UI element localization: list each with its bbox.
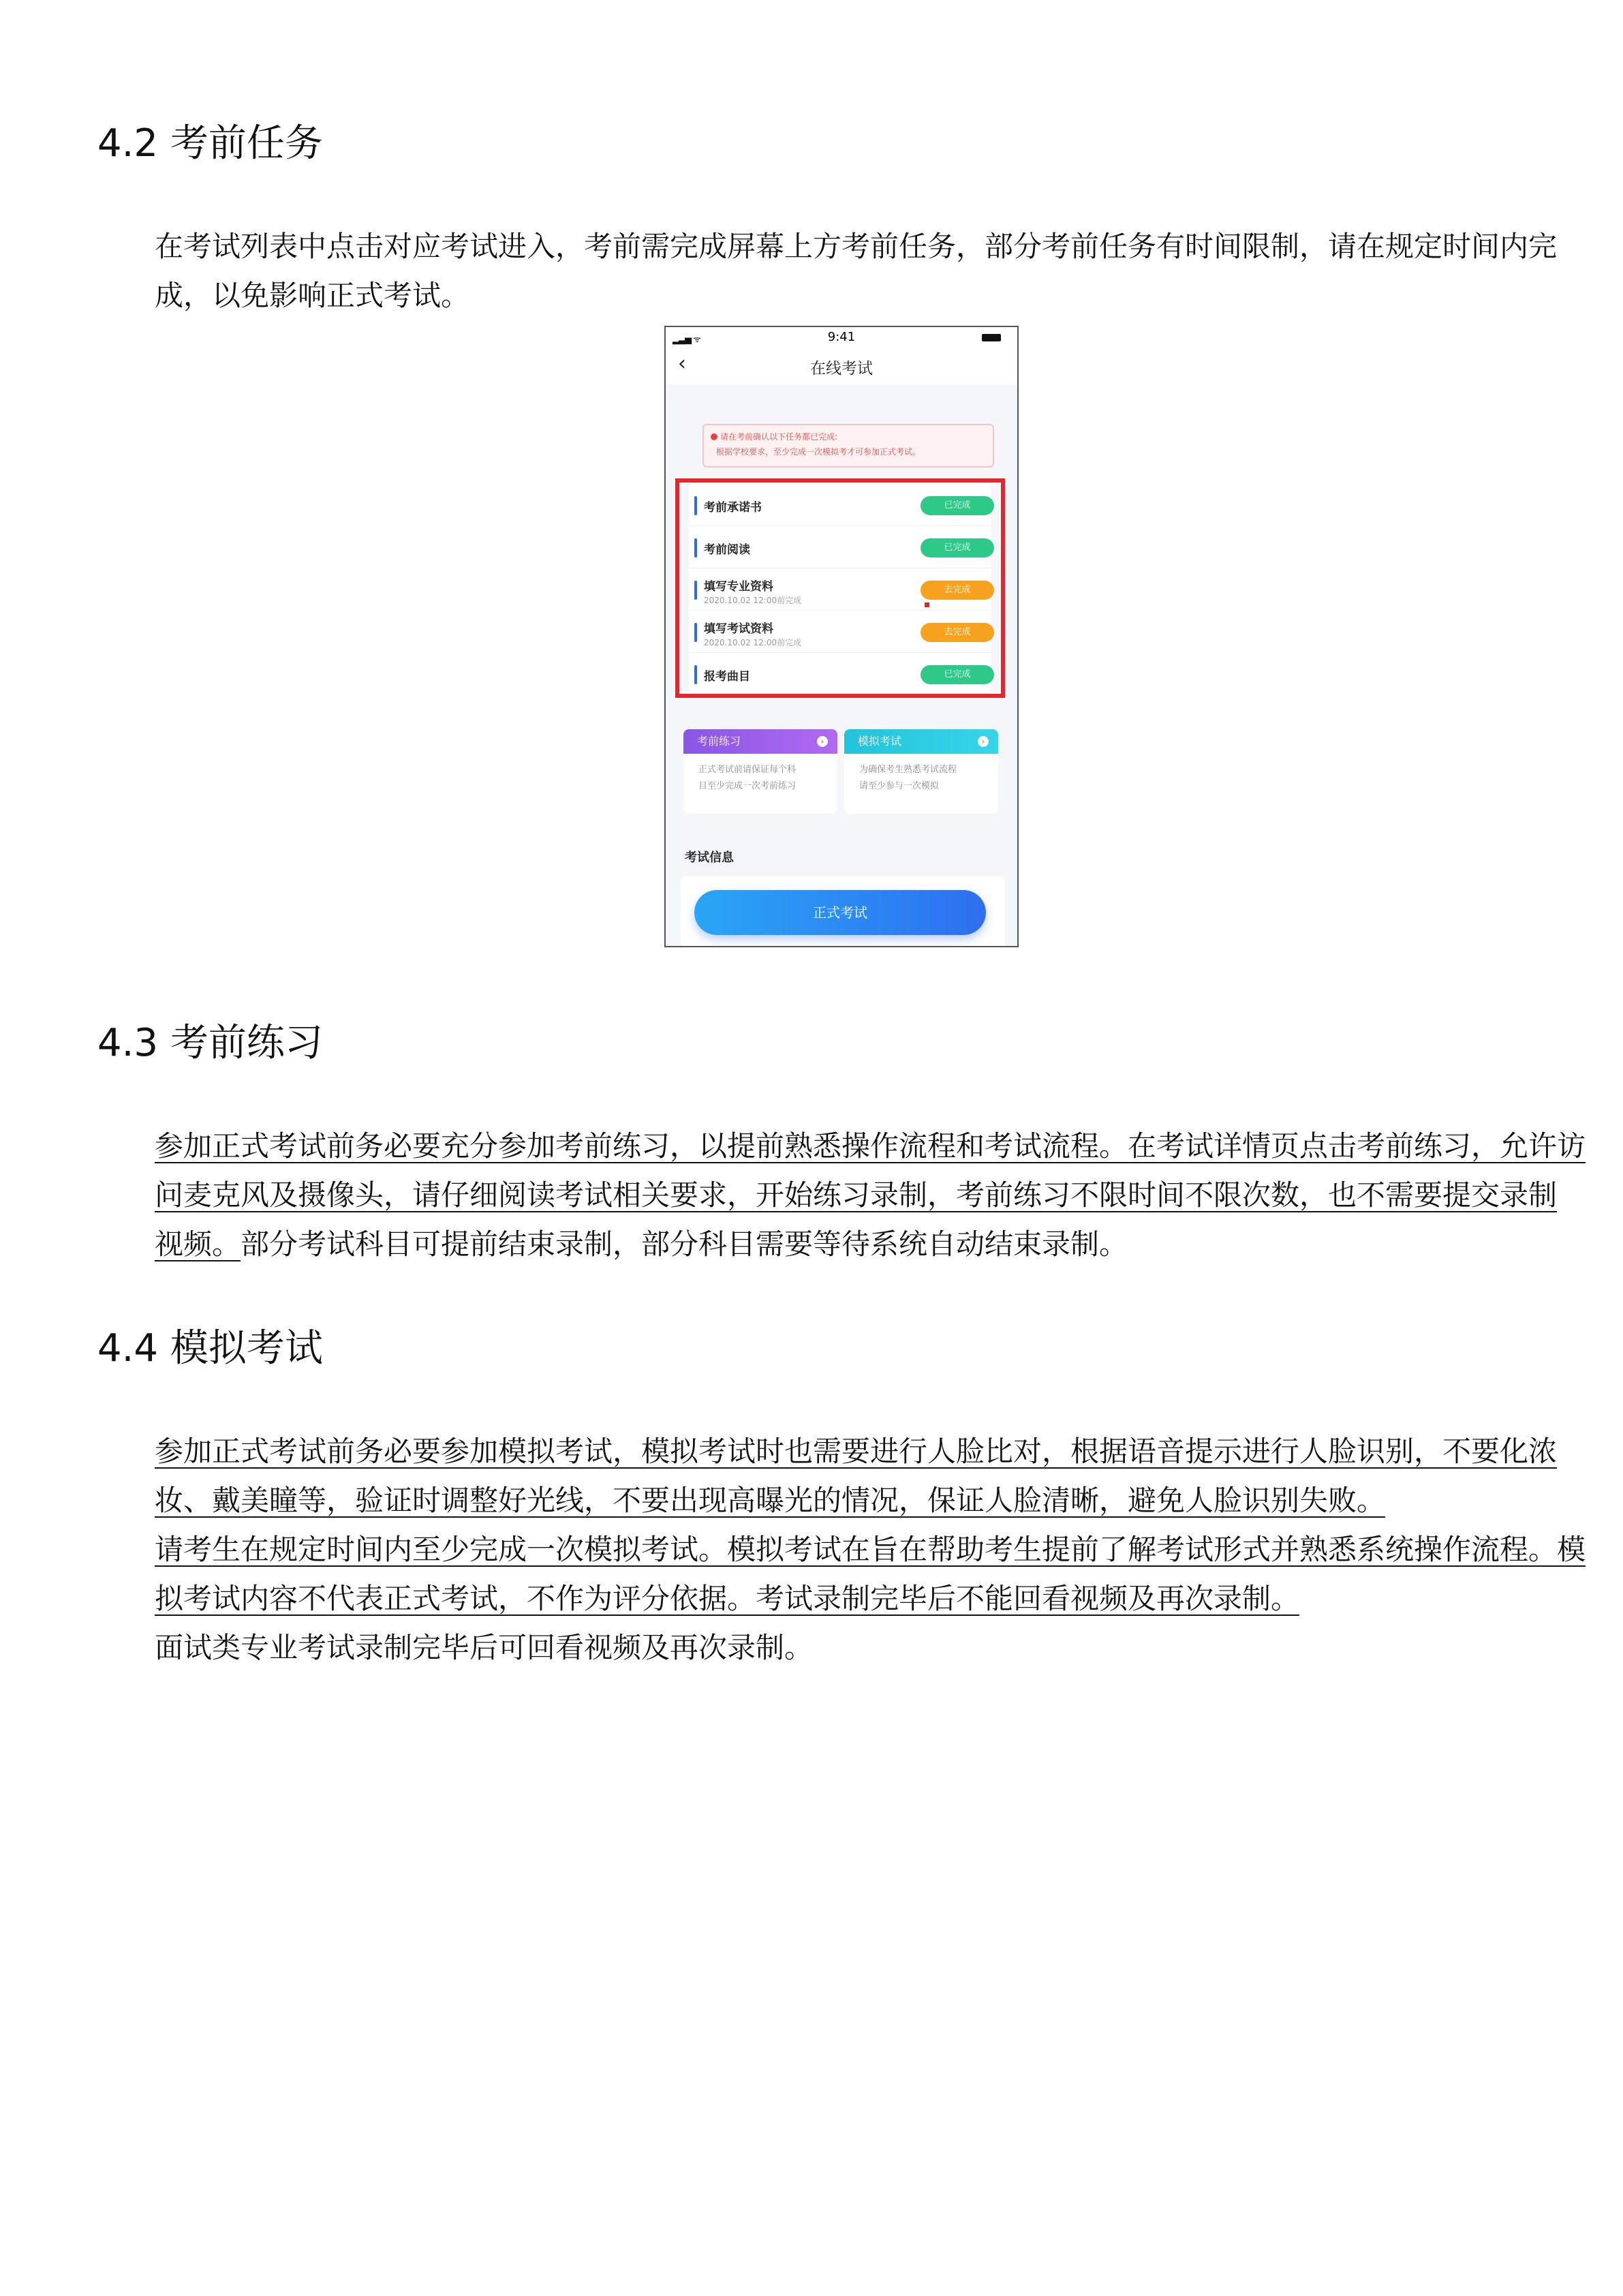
card-desc-1: 为确保考生熟悉考试流程	[859, 765, 957, 775]
highlight-frame	[675, 478, 1005, 698]
task-deadline: 2020.10.02 12:00前完成	[704, 596, 802, 605]
card-title: 考前练习	[697, 735, 741, 748]
status-time: 9:41	[827, 330, 856, 344]
practice-card[interactable]	[683, 729, 837, 814]
card-title: 模拟考试	[858, 735, 902, 748]
paragraph-4-2: 在考试列表中点击对应考试进入，考前需完成屏幕上方考前任务，部分考前任务有时间限制，请在规定时间内完成，以免影响正式考试。	[155, 230, 1558, 312]
signal-wifi-icon: ▂▃▅ ᯤ	[673, 335, 700, 345]
task-status-badge[interactable]: 去完成	[921, 623, 994, 642]
notice-box	[702, 424, 994, 468]
nav-bar	[666, 346, 1017, 384]
mock-exam-card[interactable]	[844, 729, 998, 814]
task-name: 考前阅读	[704, 543, 750, 557]
card-desc-2: 请至少参与一次模拟	[859, 781, 940, 791]
underlined-text-2: 考前练习不限时间不限次数，也不需要提交录制视频。	[155, 1178, 1558, 1261]
section-heading-4-2: 4.2 考前任务	[97, 121, 323, 166]
underlined-text: 参加正式考试前务必要参加模拟考试，模拟考试时也需要进行人脸比对，根据语音提示进行人脸识别，不要化浓妆、戴美瞳等，验证时调整好光线，不要出现高曝光的情况，保证人脸清晰，避免人脸识别失败。	[155, 1435, 1558, 1517]
task-deadline: 2020.10.02 12:00前完成	[704, 638, 802, 647]
paragraph-4-4-1	[97, 1427, 1586, 1525]
screen-title: 在线考试	[810, 360, 873, 378]
battery-icon	[982, 334, 1001, 341]
status-bar	[666, 327, 1017, 346]
underlined-text: 请考生在规定时间内至少完成一次模拟考试。模拟考试在旨在帮助考生提前了解考试形式并熟悉系统操作流程。模拟考试内容不代表正式考试，不作为评分依据。考试录制完毕后不能回看视频及再次录制。	[155, 1533, 1586, 1615]
plain-text: 部分考试科目可提前结束录制，部分科目需要等待系统自动结束录制。	[241, 1227, 1128, 1261]
back-arrow-icon[interactable]: ‹	[678, 352, 686, 376]
task-status-badge[interactable]: 已完成	[921, 496, 994, 515]
arrow-right-icon: ›	[978, 736, 989, 747]
exam-info-title: 考试信息	[685, 851, 734, 865]
section-heading-4-4: 4.4 模拟考试	[97, 1326, 323, 1371]
task-name: 填写专业资料	[704, 580, 773, 594]
app-screenshot	[664, 326, 1019, 947]
task-name: 填写考试资料	[704, 622, 773, 636]
paragraph-4-3	[97, 1122, 1586, 1269]
formal-exam-button[interactable]: 正式考试	[694, 890, 986, 935]
arrow-right-icon: ›	[817, 736, 828, 747]
task-name: 报考曲目	[704, 670, 750, 684]
underlined-text-1: 参加正式考试前务必要充分参加考前练习，以提前熟悉操作流程和考试流程。在考试详情页点击考前练习，允许访问麦克风及摄像头，请仔细阅读考试相关要求，开始练习录制，	[155, 1129, 1586, 1212]
task-status-badge[interactable]: 已完成	[921, 665, 994, 684]
notice-line-2: 根据学校要求，至少完成一次模拟考才可参加正式考试。	[716, 447, 921, 457]
section-heading-4-3: 4.3 考前练习	[97, 1021, 323, 1065]
alert-icon	[711, 433, 717, 440]
paragraph-4-4-2	[97, 1525, 1586, 1623]
card-desc-2: 目至少完成一次考前练习	[698, 781, 797, 791]
notice-line-1: 请在考前确认以下任务都已完成:	[720, 432, 838, 442]
task-name: 考前承诺书	[704, 501, 762, 515]
paragraph-4-4-3: 面试类专业考试录制完毕后可回看视频及再次录制。	[155, 1631, 814, 1664]
task-status-badge[interactable]: 去完成	[921, 581, 994, 600]
task-status-badge[interactable]: 已完成	[921, 538, 994, 557]
card-desc-1: 正式考试前请保证每个科	[698, 765, 797, 775]
